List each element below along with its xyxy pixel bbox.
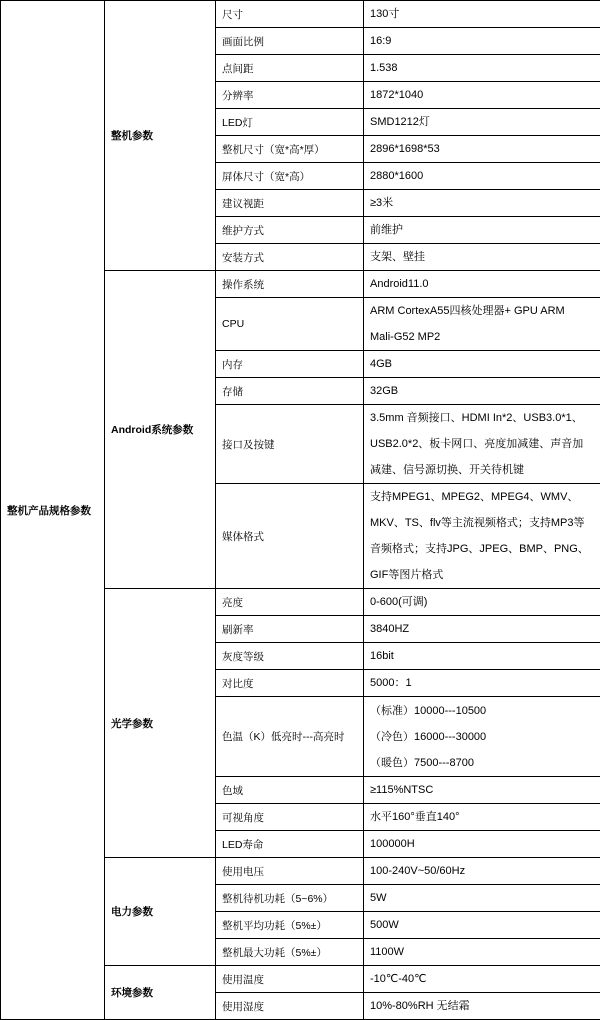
param-name-cell: 存储 [216, 378, 364, 405]
table-title-cell: 整机产品规格参数 [1, 1, 105, 1020]
param-value-line: SMD1212灯 [370, 109, 594, 135]
param-value-line: 0-600(可调) [370, 589, 594, 615]
param-value-cell [364, 28, 600, 55]
spec-table-body [1, 1, 600, 1020]
param-value-line: 3840HZ [370, 616, 594, 642]
param-value-line: 100-240V~50/60Hz [370, 858, 594, 884]
param-value-cell [364, 616, 600, 643]
param-value-cell [364, 163, 600, 190]
param-value-cell [364, 484, 600, 589]
param-value-cell [364, 831, 600, 858]
param-value-line: 1872*1040 [370, 82, 594, 108]
param-value-cell [364, 993, 600, 1020]
param-value-cell [364, 966, 600, 993]
param-name-cell: 灰度等级 [216, 643, 364, 670]
param-value-line: 5000：1 [370, 670, 594, 696]
param-value-cell [364, 885, 600, 912]
param-value-line: 1.538 [370, 55, 594, 81]
param-value-cell [364, 804, 600, 831]
param-value-cell [364, 405, 600, 484]
param-name-cell: CPU [216, 298, 364, 351]
param-value-line: 16:9 [370, 28, 594, 54]
param-value-line: Mali-G52 MP2 [370, 324, 594, 350]
param-name-cell: 分辨率 [216, 82, 364, 109]
param-value-cell [364, 82, 600, 109]
param-value-line: （暖色）7500---8700 [370, 750, 594, 776]
param-value-line: （标准）10000---10500 [370, 698, 594, 724]
param-value-line: 10%-80%RH 无结霜 [370, 993, 594, 1019]
group-name-cell: Android系统参数 [105, 271, 216, 589]
param-value-cell [364, 190, 600, 217]
param-name-cell: 安装方式 [216, 244, 364, 271]
table-row [1, 1, 600, 28]
param-value-line: MKV、TS、flv等主流视频格式；支持MP3等 [370, 510, 594, 536]
param-name-cell: 使用温度 [216, 966, 364, 993]
param-name-cell: 整机最大功耗（5%±） [216, 939, 364, 966]
param-value-cell [364, 217, 600, 244]
param-value-line: 水平160°垂直140° [370, 804, 594, 830]
param-name-cell: 可视角度 [216, 804, 364, 831]
param-value-line: 500W [370, 912, 594, 938]
param-value-line: ARM CortexA55四核处理器+ GPU ARM [370, 298, 594, 324]
param-name-cell: 刷新率 [216, 616, 364, 643]
param-name-cell: 点间距 [216, 55, 364, 82]
param-value-line: 4GB [370, 351, 594, 377]
param-value-line: （冷色）16000---30000 [370, 724, 594, 750]
param-value-line: -10℃-40℃ [370, 966, 594, 992]
param-name-cell: 使用电压 [216, 858, 364, 885]
param-value-line: ≥3米 [370, 190, 594, 216]
param-name-cell: 接口及按键 [216, 405, 364, 484]
param-name-cell: 亮度 [216, 589, 364, 616]
param-value-cell [364, 589, 600, 616]
param-value-cell [364, 912, 600, 939]
param-value-cell [364, 271, 600, 298]
param-value-cell [364, 136, 600, 163]
param-value-line: 32GB [370, 378, 594, 404]
param-value-line: 音频格式；支持JPG、JPEG、BMP、PNG、 [370, 536, 594, 562]
group-name-cell: 环境参数 [105, 966, 216, 1020]
param-value-line: GIF等图片格式 [370, 562, 594, 588]
group-name-cell: 光学参数 [105, 589, 216, 858]
group-name-cell: 电力参数 [105, 858, 216, 966]
param-value-cell [364, 939, 600, 966]
param-value-line: 3.5mm 音频接口、HDMI In*2、USB3.0*1、 [370, 405, 594, 431]
param-name-cell: 维护方式 [216, 217, 364, 244]
param-name-cell: LED灯 [216, 109, 364, 136]
param-name-cell: 画面比例 [216, 28, 364, 55]
param-value-line: 130寸 [370, 1, 594, 27]
param-name-cell: 媒体格式 [216, 484, 364, 589]
param-value-line: Android11.0 [370, 271, 594, 297]
param-value-line: 2880*1600 [370, 163, 594, 189]
param-value-line: 支持MPEG1、MPEG2、MPEG4、WMV、 [370, 484, 594, 510]
param-value-line: 16bit [370, 643, 594, 669]
param-name-cell: 建议视距 [216, 190, 364, 217]
param-name-cell: 整机平均功耗（5%±） [216, 912, 364, 939]
param-value-cell [364, 670, 600, 697]
param-value-line: 100000H [370, 831, 594, 857]
param-value-line: 支架、壁挂 [370, 244, 594, 270]
param-value-cell [364, 55, 600, 82]
param-value-line: 前维护 [370, 217, 594, 243]
param-value-cell [364, 643, 600, 670]
param-name-cell: 色域 [216, 777, 364, 804]
param-name-cell: LED寿命 [216, 831, 364, 858]
param-name-cell: 屏体尺寸（宽*高） [216, 163, 364, 190]
param-value-cell [364, 109, 600, 136]
param-value-line: ≥115%NTSC [370, 777, 594, 803]
param-value-line: 2896*1698*53 [370, 136, 594, 162]
param-name-cell: 整机尺寸（宽*高*厚） [216, 136, 364, 163]
param-value-cell [364, 298, 600, 351]
param-name-cell: 色温（K）低亮时---高亮时 [216, 697, 364, 777]
param-name-cell: 内存 [216, 351, 364, 378]
param-value-cell [364, 244, 600, 271]
param-name-cell: 使用湿度 [216, 993, 364, 1020]
param-value-line: 5W [370, 885, 594, 911]
param-name-cell: 操作系统 [216, 271, 364, 298]
param-value-cell [364, 858, 600, 885]
param-name-cell: 尺寸 [216, 1, 364, 28]
param-value-cell [364, 351, 600, 378]
param-value-line: 减建、信号源切换、开关待机键 [370, 457, 594, 483]
param-value-cell [364, 378, 600, 405]
param-value-line: 1100W [370, 939, 594, 965]
group-name-cell: 整机参数 [105, 1, 216, 271]
param-value-cell [364, 1, 600, 28]
param-value-cell [364, 777, 600, 804]
param-value-line: USB2.0*2、板卡网口、亮度加减建、声音加 [370, 431, 594, 457]
param-name-cell: 整机待机功耗（5~6%） [216, 885, 364, 912]
param-value-cell [364, 697, 600, 777]
param-name-cell: 对比度 [216, 670, 364, 697]
